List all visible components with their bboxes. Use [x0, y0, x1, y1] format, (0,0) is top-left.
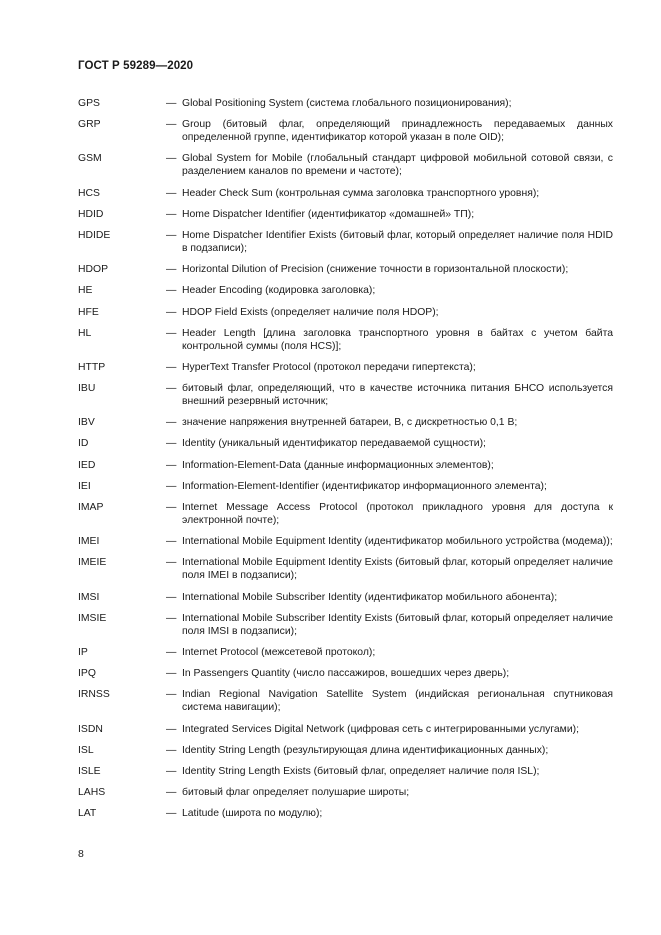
abbreviation-definition: Identity String Length (результирующая длина идентификационных данных);: [182, 744, 549, 756]
em-dash: —: [166, 744, 177, 756]
abbreviation-definition: Home Dispatcher Identifier Exists (битовый флаг, который определяет наличие поля HDID в подзаписи);: [182, 229, 613, 254]
abbreviation-term: IMEI: [78, 536, 100, 548]
abbreviation-definition: Information-Element-Identifier (идентификатор информационного элемента);: [182, 480, 547, 492]
abbreviation-entry: [78, 688, 613, 714]
em-dash: —: [166, 264, 177, 276]
abbreviation-entry: [78, 501, 613, 527]
abbreviation-term: IPQ: [78, 668, 96, 680]
abbreviation-term: HTTP: [78, 361, 106, 373]
abbreviation-definition: HyperText Transfer Protocol (протокол передачи гипертекста);: [182, 361, 476, 373]
em-dash: —: [166, 98, 177, 109]
abbreviation-definition: Information-Element-Data (данные информационных элементов);: [182, 459, 494, 471]
abbreviation-entry: [78, 459, 613, 472]
em-dash: —: [166, 480, 177, 492]
abbreviation-entry: [78, 612, 613, 638]
abbreviation-term: ISDN: [78, 723, 103, 735]
em-dash: —: [166, 502, 177, 513]
abbreviation-term: LAHS: [78, 787, 106, 799]
abbreviation-entry: [78, 361, 613, 374]
em-dash: —: [166, 668, 177, 680]
em-dash: —: [166, 808, 177, 820]
abbreviation-definition: Latitude (широта по модулю);: [182, 808, 323, 820]
abbreviation-entry: [78, 591, 613, 604]
abbreviation-term: GRP: [78, 119, 101, 131]
abbreviation-term: LAT: [78, 808, 97, 820]
abbreviation-definition: Header Length [длина заголовка транспортного уровня в байтах с учетом байта контрольной суммы (поля HCS)];: [182, 327, 613, 352]
em-dash: —: [166, 361, 177, 373]
abbreviation-entry: [78, 382, 613, 408]
abbreviation-entry: [78, 744, 613, 757]
abbreviation-entry: [78, 437, 613, 450]
abbreviation-definition: Header Check Sum (контрольная сумма заголовка транспортного уровня);: [182, 187, 540, 199]
abbreviation-term: HDID: [78, 208, 104, 220]
em-dash: —: [166, 417, 177, 429]
abbreviation-definition: битовый флаг, определяющий, что в качестве источника питания БНСО используется внешний резервный источник;: [182, 383, 613, 408]
abbreviation-entry: [78, 187, 613, 200]
abbreviation-definition: International Mobile Subscriber Identity (идентификатор мобильного абонента);: [182, 591, 558, 603]
abbreviation-entry: [78, 263, 613, 276]
abbreviation-entry: [78, 556, 613, 582]
abbreviation-definition: Global Positioning System (система глобального позиционирования);: [182, 98, 512, 109]
em-dash: —: [166, 536, 177, 548]
em-dash: —: [166, 153, 177, 165]
em-dash: —: [166, 612, 177, 624]
abbreviation-entry: [78, 118, 613, 144]
abbreviation-entry: [78, 152, 613, 178]
em-dash: —: [166, 646, 177, 658]
abbreviation-term: HCS: [78, 187, 100, 199]
abbreviation-entry: [78, 723, 613, 736]
abbreviation-definition: битовый флаг определяет полушарие широты;: [182, 787, 410, 799]
em-dash: —: [166, 119, 177, 131]
abbreviation-term: HFE: [78, 306, 99, 318]
abbreviation-term: GSM: [78, 153, 102, 165]
abbreviation-entry: [78, 807, 613, 820]
abbreviation-term: IMSIE: [78, 612, 107, 624]
em-dash: —: [166, 208, 177, 220]
abbreviation-entry: [78, 765, 613, 778]
abbreviation-list: [78, 97, 613, 828]
abbreviation-term: HDIDE: [78, 229, 111, 241]
abbreviation-definition: значение напряжения внутренней батареи, В, с дискретностью 0,1 В;: [182, 417, 518, 429]
abbreviation-term: GPS: [78, 98, 100, 109]
abbreviation-term: IEI: [78, 480, 91, 492]
abbreviation-definition: Home Dispatcher Identifier (идентификатор «домашней» ТП);: [182, 208, 475, 220]
em-dash: —: [166, 187, 177, 199]
abbreviation-definition: International Mobile Equipment Identity Exists (битовый флаг, который определяет наличие поля IMEI в подзаписи);: [182, 557, 613, 582]
em-dash: —: [166, 306, 177, 318]
abbreviation-term: IMSI: [78, 591, 100, 603]
em-dash: —: [166, 383, 177, 395]
abbreviation-entry: [78, 480, 613, 493]
abbreviation-definition: Integrated Services Digital Network (цифровая сеть с интегрированными услугами);: [182, 723, 579, 735]
abbreviation-term: IP: [78, 646, 88, 658]
em-dash: —: [166, 591, 177, 603]
abbreviation-entry: [78, 284, 613, 297]
em-dash: —: [166, 285, 177, 297]
abbreviation-definition: HDOP Field Exists (определяет наличие поля HDOP);: [182, 306, 439, 318]
abbreviation-term: IRNSS: [78, 689, 110, 701]
abbreviation-definition: International Mobile Subscriber Identity Exists (битовый флаг, который определяет наличие поля IMSI в подзаписи);: [182, 612, 613, 637]
abbreviation-term: HE: [78, 285, 93, 297]
abbreviation-entry: [78, 535, 613, 548]
abbreviation-definition: Header Encoding (кодировка заголовка);: [182, 285, 376, 297]
abbreviation-definition: Group (битовый флаг, определяющий принадлежность передаваемых данных определенной группе, идентификатор которой указан в поле OID);: [182, 119, 613, 144]
abbreviation-definition: Identity String Length Exists (битовый флаг, определяет наличие поля ISL);: [182, 765, 540, 777]
abbreviation-definition: Internet Protocol (межсетевой протокол);: [182, 646, 376, 658]
abbreviation-definition: Internet Message Access Protocol (протокол прикладного уровня для доступа к электронной почте);: [182, 502, 613, 526]
abbreviation-term: IBV: [78, 417, 95, 429]
abbreviation-definition: International Mobile Equipment Identity (идентификатор мобильного устройства (модема));: [182, 536, 613, 548]
abbreviation-term: ISLE: [78, 765, 101, 777]
abbreviation-entry: [78, 229, 613, 255]
abbreviation-entry: [78, 97, 613, 110]
abbreviation-term: IED: [78, 459, 96, 471]
abbreviation-definition: In Passengers Quantity (число пассажиров, вошедших через дверь);: [182, 668, 510, 680]
abbreviation-entry: [78, 646, 613, 659]
abbreviation-definition: Global System for Mobile (глобальный стандарт цифровой мобильной сотовой связи, с разделением каналов по времени и частоте);: [182, 153, 613, 178]
abbreviation-definition: Identity (уникальный идентификатор передаваемой сущности);: [182, 438, 486, 450]
abbreviation-entry: [78, 306, 613, 319]
em-dash: —: [166, 765, 177, 777]
abbreviation-entry: [78, 786, 613, 799]
abbreviation-definition: Indian Regional Navigation Satellite System (индийская региональная спутниковая система навигации);: [182, 689, 613, 714]
page-number: 8: [78, 848, 84, 860]
em-dash: —: [166, 787, 177, 799]
abbreviation-term: HL: [78, 327, 92, 339]
abbreviation-term: IBU: [78, 383, 96, 395]
abbreviation-definition: Horizontal Dilution of Precision (снижение точности в горизонтальной плоскости);: [182, 264, 569, 276]
abbreviation-term: IMAP: [78, 502, 104, 513]
em-dash: —: [166, 689, 177, 701]
abbreviation-term: HDOP: [78, 264, 109, 276]
abbreviation-entry: [78, 667, 613, 680]
em-dash: —: [166, 723, 177, 735]
abbreviation-entry: [78, 416, 613, 429]
abbreviation-entry: [78, 208, 613, 221]
em-dash: —: [166, 229, 177, 241]
em-dash: —: [166, 459, 177, 471]
abbreviation-entry: [78, 327, 613, 353]
em-dash: —: [166, 327, 177, 339]
em-dash: —: [166, 438, 177, 450]
abbreviation-term: ISL: [78, 744, 94, 756]
abbreviation-term: IMEIE: [78, 557, 107, 569]
abbreviation-term: ID: [78, 438, 89, 450]
em-dash: —: [166, 557, 177, 569]
document-header: ГОСТ Р 59289—2020: [78, 60, 194, 72]
